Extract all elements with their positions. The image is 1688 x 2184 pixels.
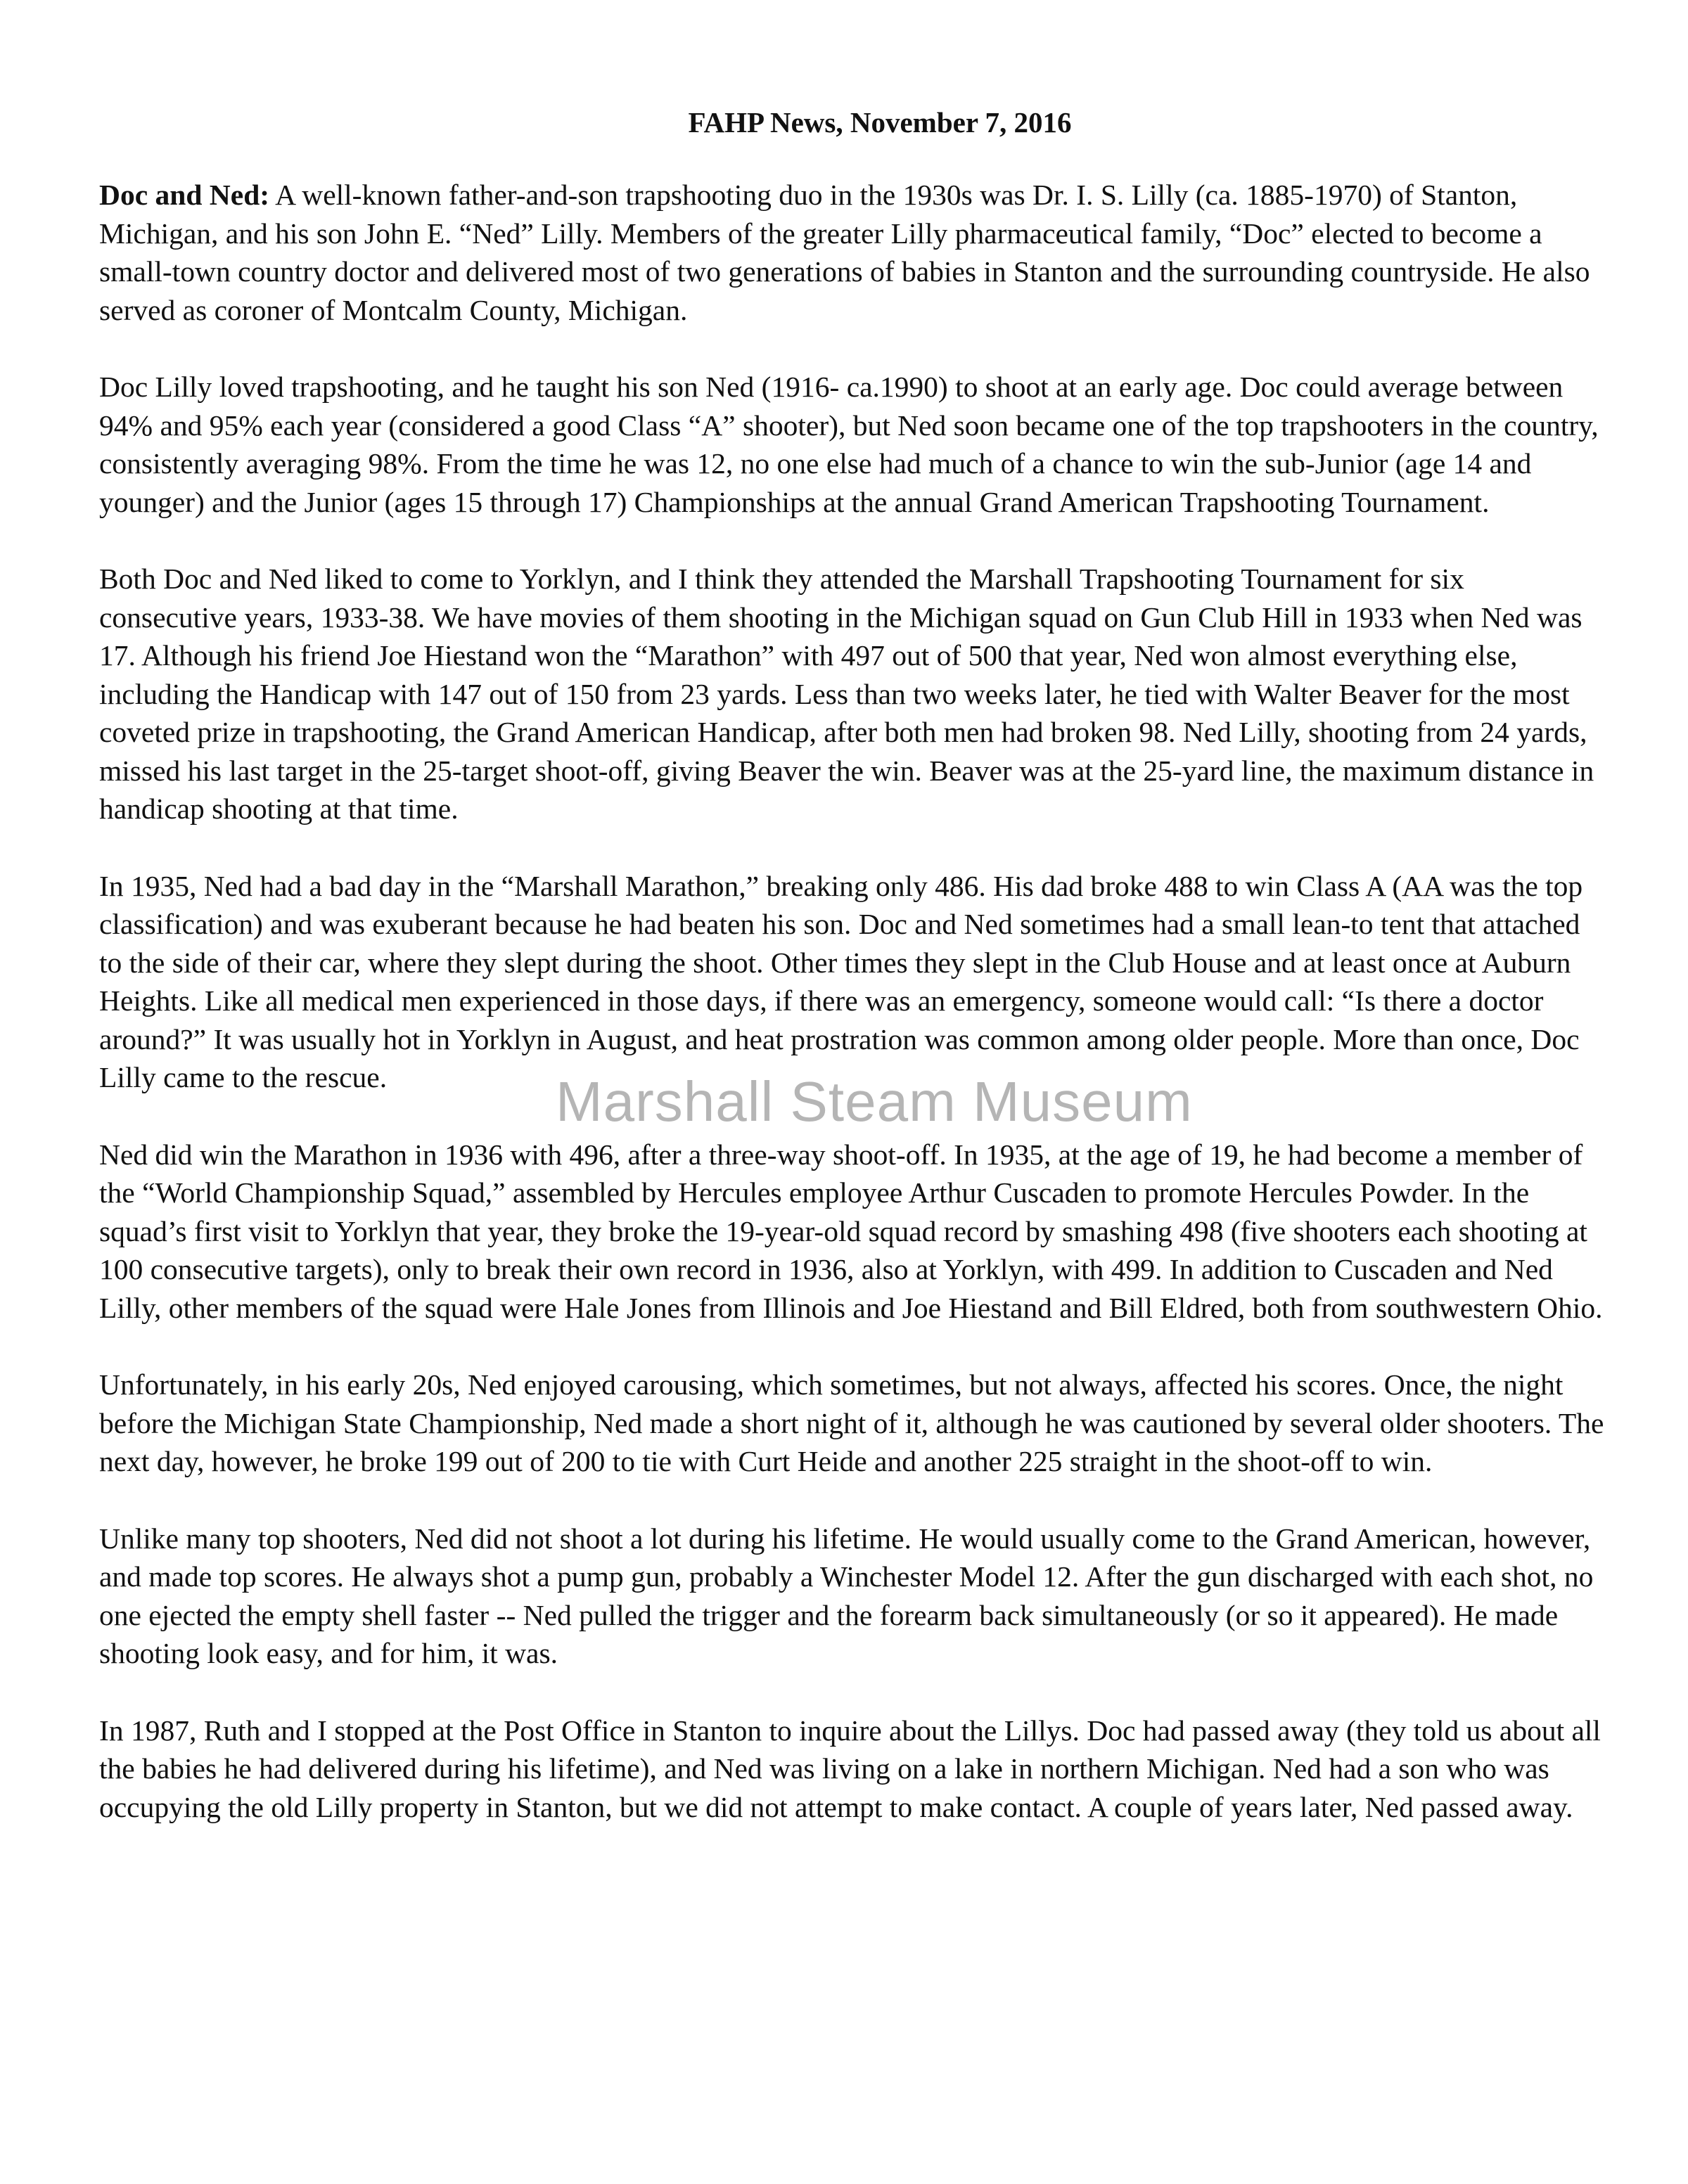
paragraph: In 1987, Ruth and I stopped at the Post Office in Stanton to inquire about the Lillys. Doc had passed away (they told us about all the babies he had delivered during his lifetime), and Ned was living on a lake in northern Michigan. Ned had a son who was occupying the old Lilly property in Stanton, but we did not attempt to make contact. A couple of years later, Ned passed away. — [99, 1714, 1601, 1823]
paragraph-doc-and-ned — [99, 176, 1604, 329]
paragraph: Unlike many top shooters, Ned did not shoot a lot during his lifetime. He would usually come to the Grand American, however, and made top scores. He always shot a pump gun, probably a Winchester Model 12. After the gun discharged with each shot, no one ejected the empty shell faster -- Ned pulled the trigger and the forearm back simultaneously (or so it appeared). He made shooting look easy, and for him, it was. — [99, 1522, 1594, 1669]
document-page — [99, 104, 1604, 1865]
watermark-text: Marshall Steam Museum — [556, 1070, 1193, 1133]
paragraph: In 1935, Ned had a bad day in the “Marshall Marathon,” breaking only 486. His dad broke 488 to win Class A (AA was the top classification) and was exuberant because he had beaten his son. Doc and Ned sometimes had a small lean-to tent that attached to the side of their car, where they slept during the shoot. Other times they slept in the Club House and at least once at Auburn Heights. Like all medical men experienced in those days, if there was an emergency, someone would call: “Is there a doctor around?” It was usually hot in Yorklyn in August, and heat prostration was common among older people. More than once, Doc Lilly came to the rescue. — [99, 869, 1583, 1093]
paragraph-lead-heading: Doc and Ned: — [99, 179, 270, 211]
paragraph: Doc Lilly loved trapshooting, and he taught his son Ned (1916- ca.1990) to shoot at an early age. Doc could average between 94% and 95% each year (considered a good Class “A” shooter), but Ned soon became one of the top trapshooters in the country, consistently averaging 98%. From the time he was 12, no one else had much of a chance to win the sub-Junior (age 14 and younger) and the Junior (ages 15 through 17) Championships at the annual Grand American Trapshooting Tournament. — [99, 371, 1599, 518]
paragraph: Ned did win the Marathon in 1936 with 496, after a three-way shoot-off. In 1935, at the age of 19, he had become a member of the “World Championship Squad,” assembled by Hercules employee Arthur Cuscaden to promote Hercules Powder. In the squad’s first visit to Yorklyn that year, they broke the 19-year-old squad record by smashing 498 (five shooters each shooting at 100 consecutive targets), only to break their own record in 1936, also at Yorklyn, with 499. In addition to Cuscaden and Ned Lilly, other members of the squad were Hale Jones from Illinois and Joe Hiestand and Bill Eldred, both from southwestern Ohio. — [99, 1138, 1603, 1324]
paragraph: Both Doc and Ned liked to come to Yorklyn, and I think they attended the Marshall Trapshooting Tournament for six consecutive years, 1933-38. We have movies of them shooting in the Michigan squad on Gun Club Hill in 1933 when Ned was 17. Although his friend Joe Hiestand won the “Marathon” with 497 out of 500 that year, Ned won almost everything else, including the Handicap with 147 out of 150 from 23 yards. Less than two weeks later, he tied with Walter Beaver for the most coveted prize in trapshooting, the Grand American Handicap, after both men had broken 98. Ned Lilly, shooting from 24 yards, missed his last target in the 25-target shoot-off, giving Beaver the win. Beaver was at the 25-yard line, the maximum distance in handicap shooting at that time. — [99, 563, 1594, 825]
paragraph-text: A well-known father-and-son trapshooting duo in the 1930s was Dr. I. S. Lilly (ca. 1885-1970) of Stanton, Michigan, and his son John E. “Ned” Lilly. Members of the greater Lilly pharmaceutical family, “Doc” elected to become a small-town country doctor and delivered most of two generations of babies in Stanton and the surrounding countryside. He also served as coroner of Montcalm County, Michigan. — [99, 179, 1590, 326]
paragraph: Unfortunately, in his early 20s, Ned enjoyed carousing, which sometimes, but not always, affected his scores. Once, the night before the Michigan State Championship, Ned made a short night of it, although he was cautioned by several older shooters. The next day, however, he broke 199 out of 200 to tie with Curt Heide and another 225 straight in the shoot-off to win. — [99, 1368, 1604, 1477]
document-title: FAHP News, November 7, 2016 — [688, 106, 1072, 139]
